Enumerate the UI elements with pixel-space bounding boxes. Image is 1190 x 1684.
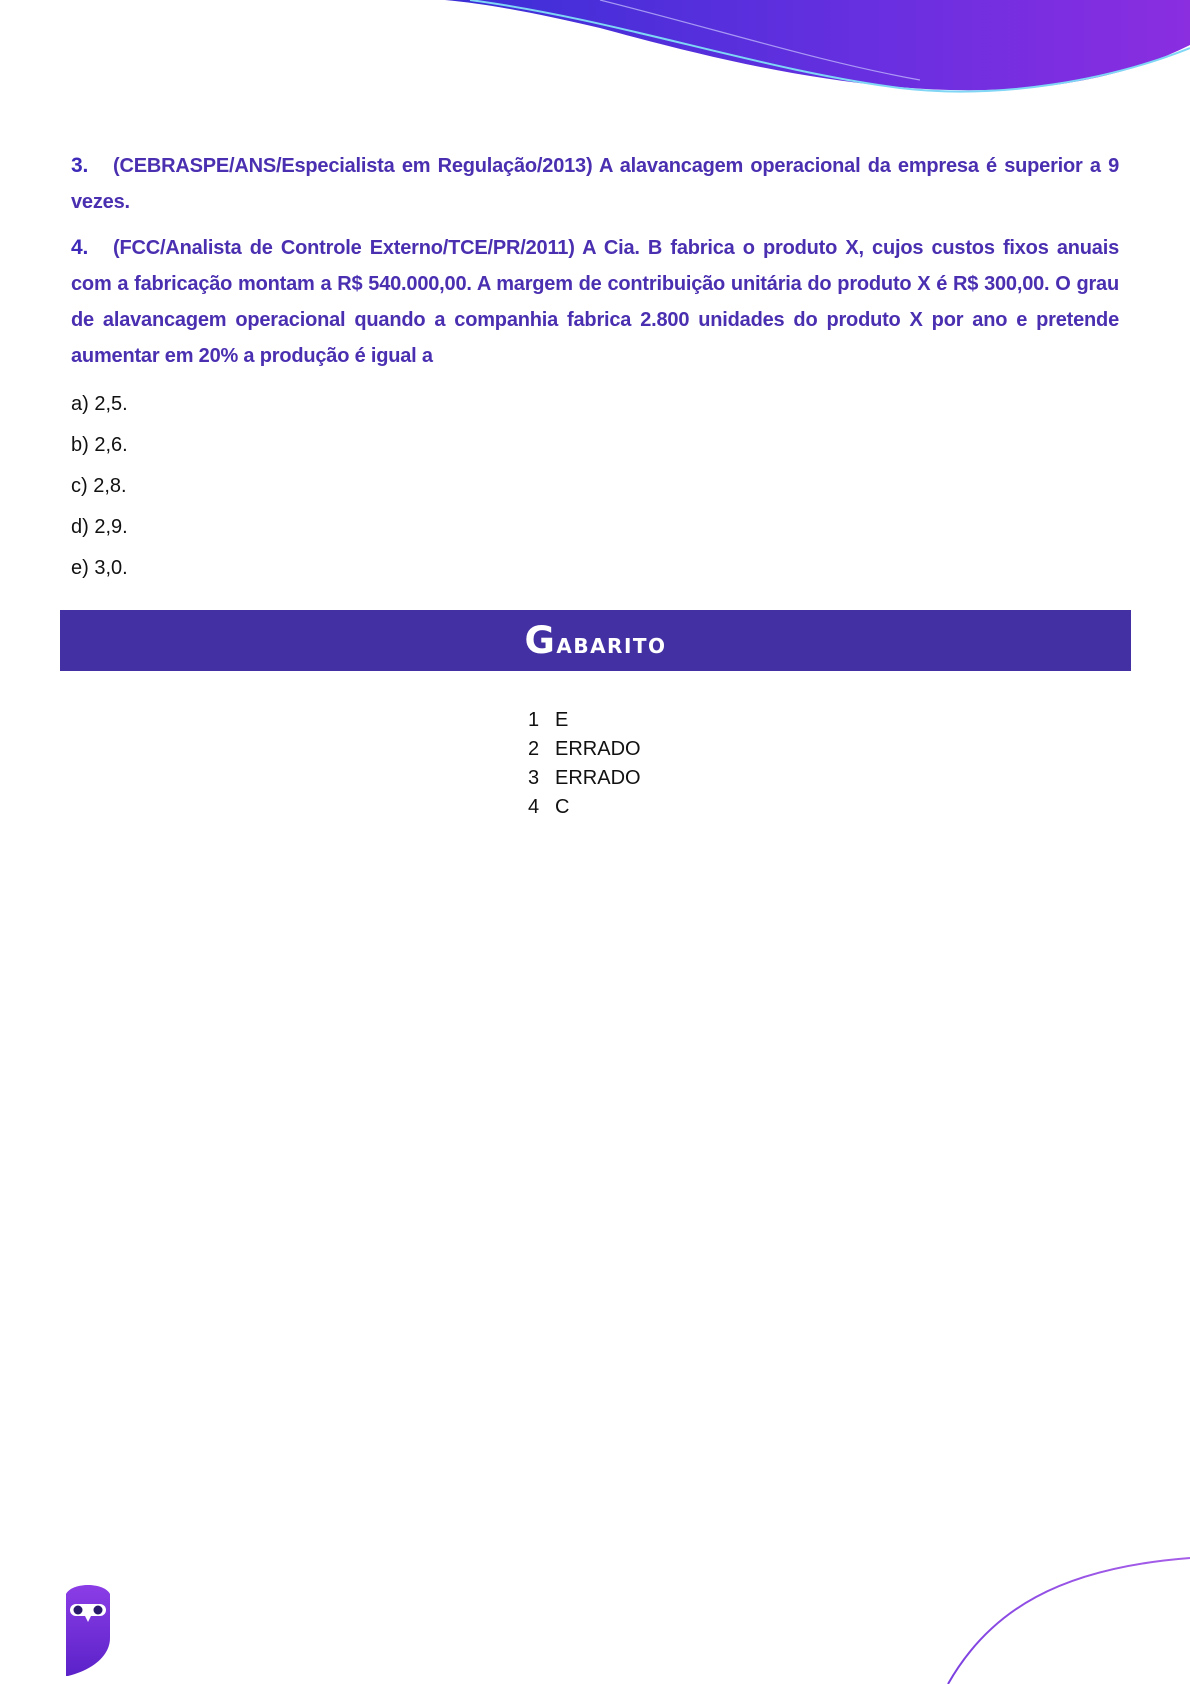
header-wave-decoration — [0, 0, 1190, 110]
question-text: (FCC/Analista de Controle Externo/TCE/PR/2011) A Cia. B fabrica o produto X, cujos custos fixos anuais com a fabricação montam a R$ 540.000,00. A margem de contribuição unitária do produto X é R$ 300,00. O grau de alavancagem operacional quando a companhia fabrica 2.800 unidades do produto X por ano e pretende aumentar em 20% a produção é igual a — [71, 237, 1119, 367]
owl-logo-icon — [62, 1578, 114, 1676]
answer-row — [528, 706, 641, 735]
question-number: 3. — [71, 154, 89, 177]
answer-number: 2 — [528, 738, 540, 760]
answer-number: 3 — [528, 767, 540, 789]
gabarito-title: Gabarito — [524, 619, 667, 662]
answer-row — [528, 735, 641, 764]
answer-key-list — [528, 706, 641, 822]
answer-row — [528, 793, 641, 822]
option-c: c) 2,8. — [71, 475, 127, 497]
option-d: d) 2,9. — [71, 516, 128, 538]
answer-row — [528, 764, 641, 793]
answer-value: E — [555, 709, 569, 731]
question-text: (CEBRASPE/ANS/Especialista em Regulação/2013) A alavancagem operacional da empresa é superior a 9 vezes. — [71, 155, 1119, 213]
option-b: b) 2,6. — [71, 434, 128, 456]
answer-value: ERRADO — [555, 738, 641, 760]
answer-number: 1 — [528, 709, 540, 731]
gabarito-header — [60, 610, 1131, 671]
footer-arc-decoration — [0, 1540, 1190, 1684]
answer-value: ERRADO — [555, 767, 641, 789]
question-4 — [71, 230, 1119, 374]
answer-value: C — [555, 796, 570, 818]
content-area — [71, 148, 1119, 589]
question-number: 4. — [71, 236, 89, 259]
question-3 — [71, 148, 1119, 220]
option-e: e) 3,0. — [71, 557, 128, 579]
option-a: a) 2,5. — [71, 393, 128, 415]
answer-number: 4 — [528, 796, 540, 818]
answer-options — [71, 384, 1119, 589]
